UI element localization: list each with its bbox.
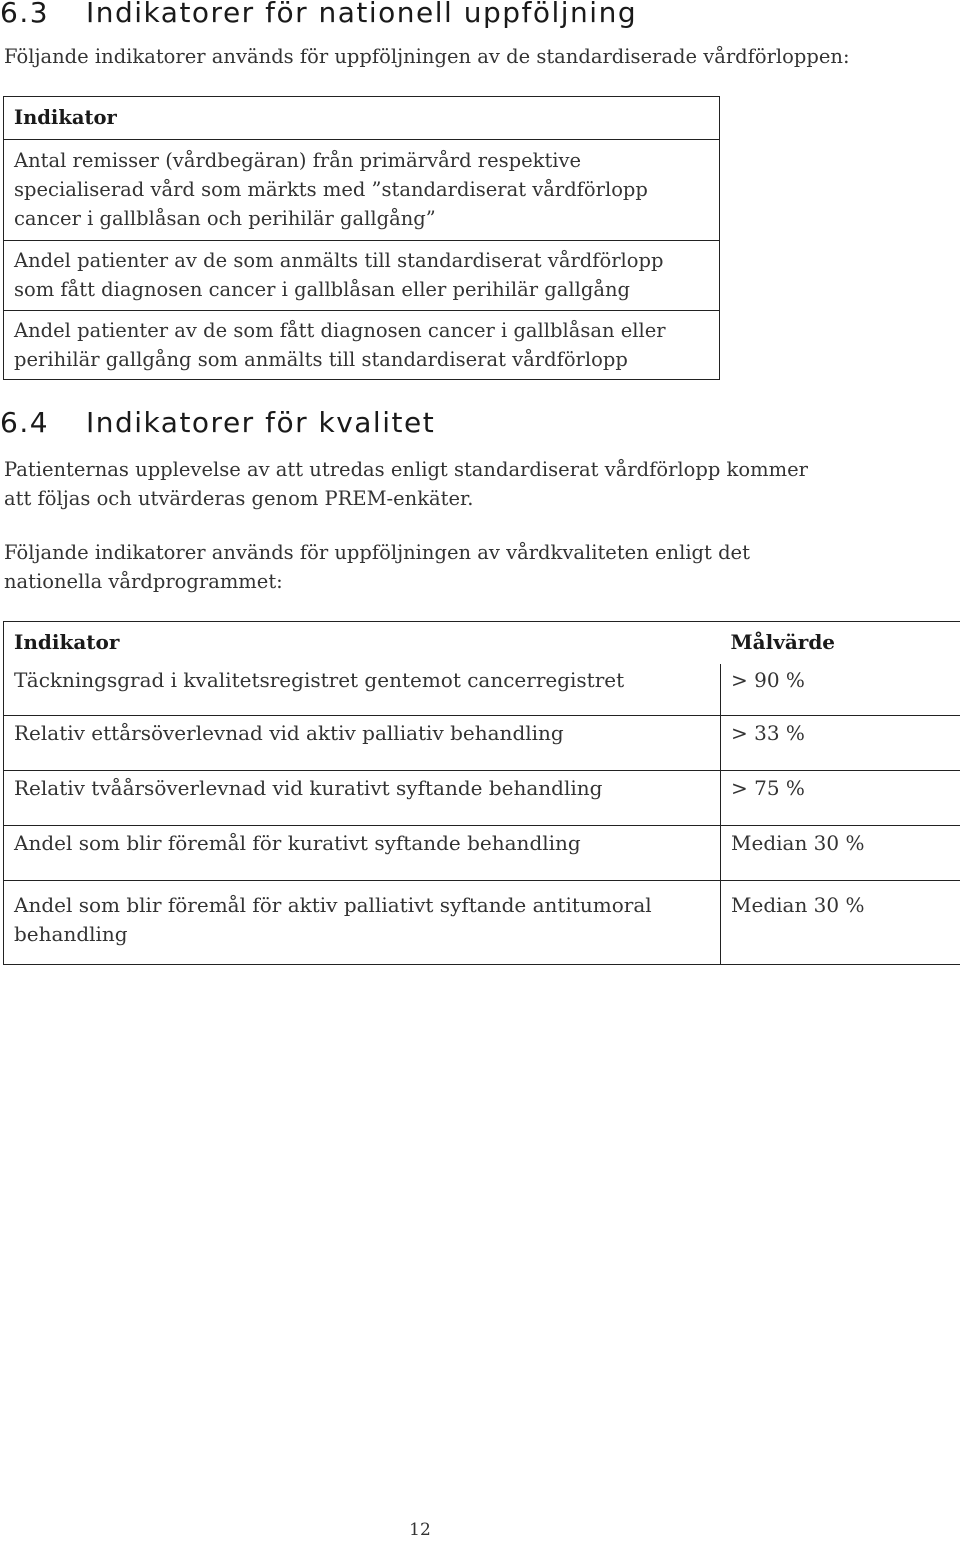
table-row [4, 826, 960, 881]
quality-indicators-table [3, 621, 960, 965]
section-heading-6-4 [0, 406, 435, 439]
section-heading-6-3 [0, 0, 637, 29]
table-row: Antal remisser (vårdbegäran) från primärvård respektive specialiserad vård som märkts med ”standardiserat vårdförlopp cancer i gallblåsan och perihilär gallgång” [4, 139, 719, 240]
target-cell: Median 30 % [721, 881, 960, 965]
target-cell: > 33 % [721, 716, 960, 771]
national-indicators-table [3, 96, 720, 380]
indicator-cell: Relativ tvåårsöverlevnad vid kurativt syftande behandling [4, 771, 721, 826]
indicator-cell: Andel som blir föremål för kurativt syftande behandling [4, 826, 721, 881]
table-header-target: Målvärde [721, 622, 960, 664]
table-row [4, 771, 960, 826]
table-row [4, 716, 960, 771]
section-number: 6.3 [0, 0, 50, 29]
section-title: Indikatorer för kvalitet [86, 406, 436, 439]
target-cell: Median 30 % [721, 826, 960, 881]
target-cell: > 90 % [721, 664, 960, 716]
indicator-cell: Täckningsgrad i kvalitetsregistret gentemot cancerregistret [4, 664, 721, 716]
indicator-cell: Andel som blir föremål för aktiv palliativt syftande antitumoral behandling [4, 881, 721, 965]
prem-paragraph: Patienternas upplevelse av att utredas enligt standardiserat vårdförlopp kommer att följas och utvärderas genom PREM-enkäter. [4, 458, 808, 510]
table-row: Andel patienter av de som fått diagnosen cancer i gallblåsan eller perihilär gallgång som anmälts till standardiserat vårdförlopp [4, 310, 719, 379]
target-cell: > 75 % [721, 771, 960, 826]
quality-intro-paragraph: Följande indikatorer används för uppföljningen av vårdkvaliteten enligt det nationella vårdprogrammet: [4, 541, 750, 593]
indicator-cell: Relativ ettårsöverlevnad vid aktiv palliativ behandling [4, 716, 721, 771]
table-row [4, 881, 960, 965]
intro-paragraph: Följande indikatorer används för uppföljningen av de standardiserade vårdförloppen: [4, 45, 850, 68]
table-header-indicator: Indikator [4, 622, 721, 664]
section-title: Indikatorer för nationell uppföljning [86, 0, 638, 29]
table-header-row [4, 622, 960, 664]
section-number: 6.4 [0, 406, 50, 439]
table-row [4, 664, 960, 716]
table-header-indicator: Indikator [14, 106, 117, 129]
page-number: 12 [409, 1520, 431, 1540]
table-row: Andel patienter av de som anmälts till standardiserat vårdförlopp som fått diagnosen cancer i gallblåsan eller perihilär gallgång [4, 240, 719, 310]
